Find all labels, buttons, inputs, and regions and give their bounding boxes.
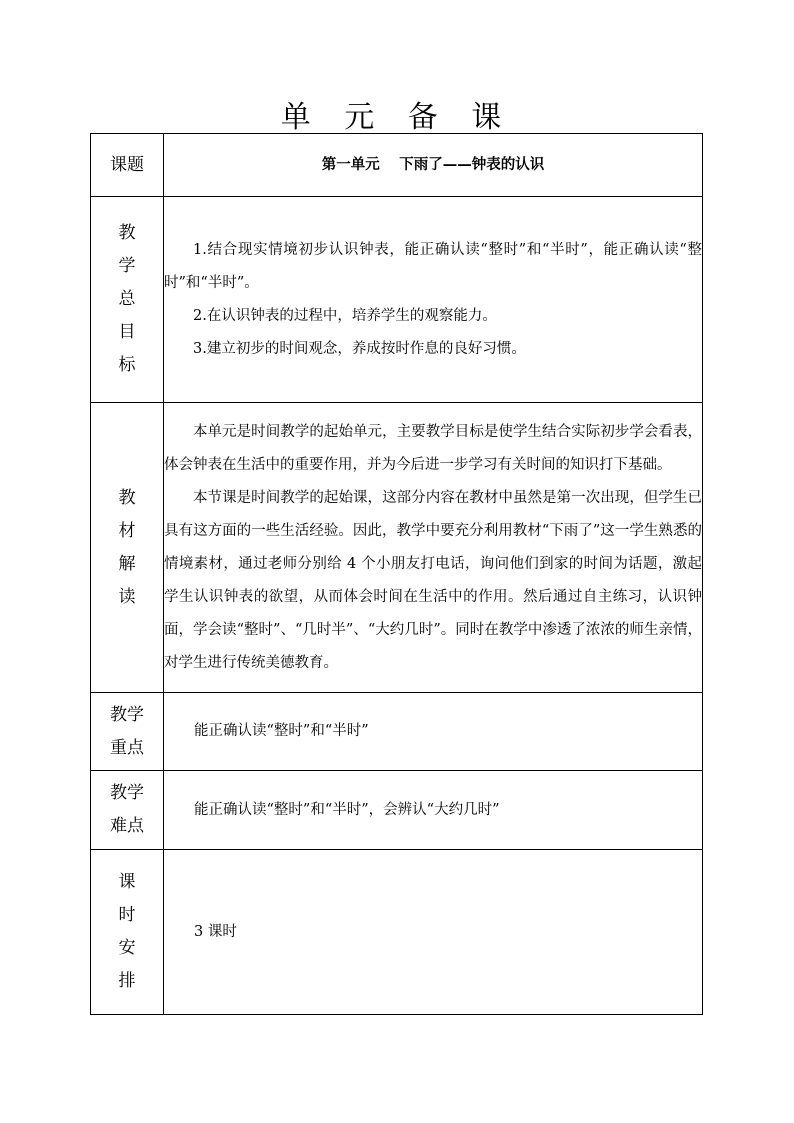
row-difficulties [91,771,703,850]
goal-item: 1.结合现实情境初步认识钟表，能正确认读“整时”和“半时”，能正确认读“整时”和“半时”。 [164,241,702,291]
row-key-points [91,693,703,771]
key-points-value: 能正确认读“整时”和“半时” [164,693,703,771]
difficulties-value: 能正确认读“整时”和“半时”，会辨认“大约几时” [164,771,703,850]
label-key-points: 教学 重点 [91,693,164,771]
row-goals [91,197,703,403]
lesson-plan-table [90,133,703,1015]
label-analysis: 教 材 解 读 [91,403,164,693]
row-topic [91,134,703,197]
analysis-paragraph: 本单元是时间教学的起始单元，主要教学目标是使学生结合实际初步学会看表，体会钟表在生活中的重要作用，并为今后进一步学习有关时间的知识打下基础。 [164,423,702,473]
page-title: 单 元 备 课 [280,100,514,135]
label-topic: 课题 [91,134,164,197]
goal-item: 2.在认识钟表的过程中，培养学生的观察能力。 [193,307,497,324]
schedule-value: 3 课时 [164,850,703,1015]
topic-value: 第一单元 下雨了——钟表的认识 [164,134,703,197]
label-schedule: 课 时 安 排 [91,850,164,1015]
goals-content [164,197,703,403]
goal-item: 3.建立初步的时间观念，养成按时作息的良好习惯。 [193,340,526,357]
row-analysis [91,403,703,693]
analysis-content [164,403,703,693]
label-difficulties: 教学 难点 [91,771,164,850]
row-schedule [91,850,703,1015]
label-goals: 教 学 总 目 标 [91,197,164,403]
analysis-paragraph: 本节课是时间教学的起始课，这部分内容在教材中虽然是第一次出现，但学生已具有这方面的一些生活经验。因此，教学中要充分利用教材“下雨了”这一学生熟悉的情境素材，通过老师分别给 4 个小朋友打电话，询问他们到家的时间为话题，激起学生认识钟表的欲望，从而体会时间在生活中的作用。然后通过自主练习，认识钟面，学会读“整时”、“几时半”、“大约几时”。同时在教学中渗透了浓浓的师生亲情，对学生进行传统美德教育。 [164,489,702,671]
